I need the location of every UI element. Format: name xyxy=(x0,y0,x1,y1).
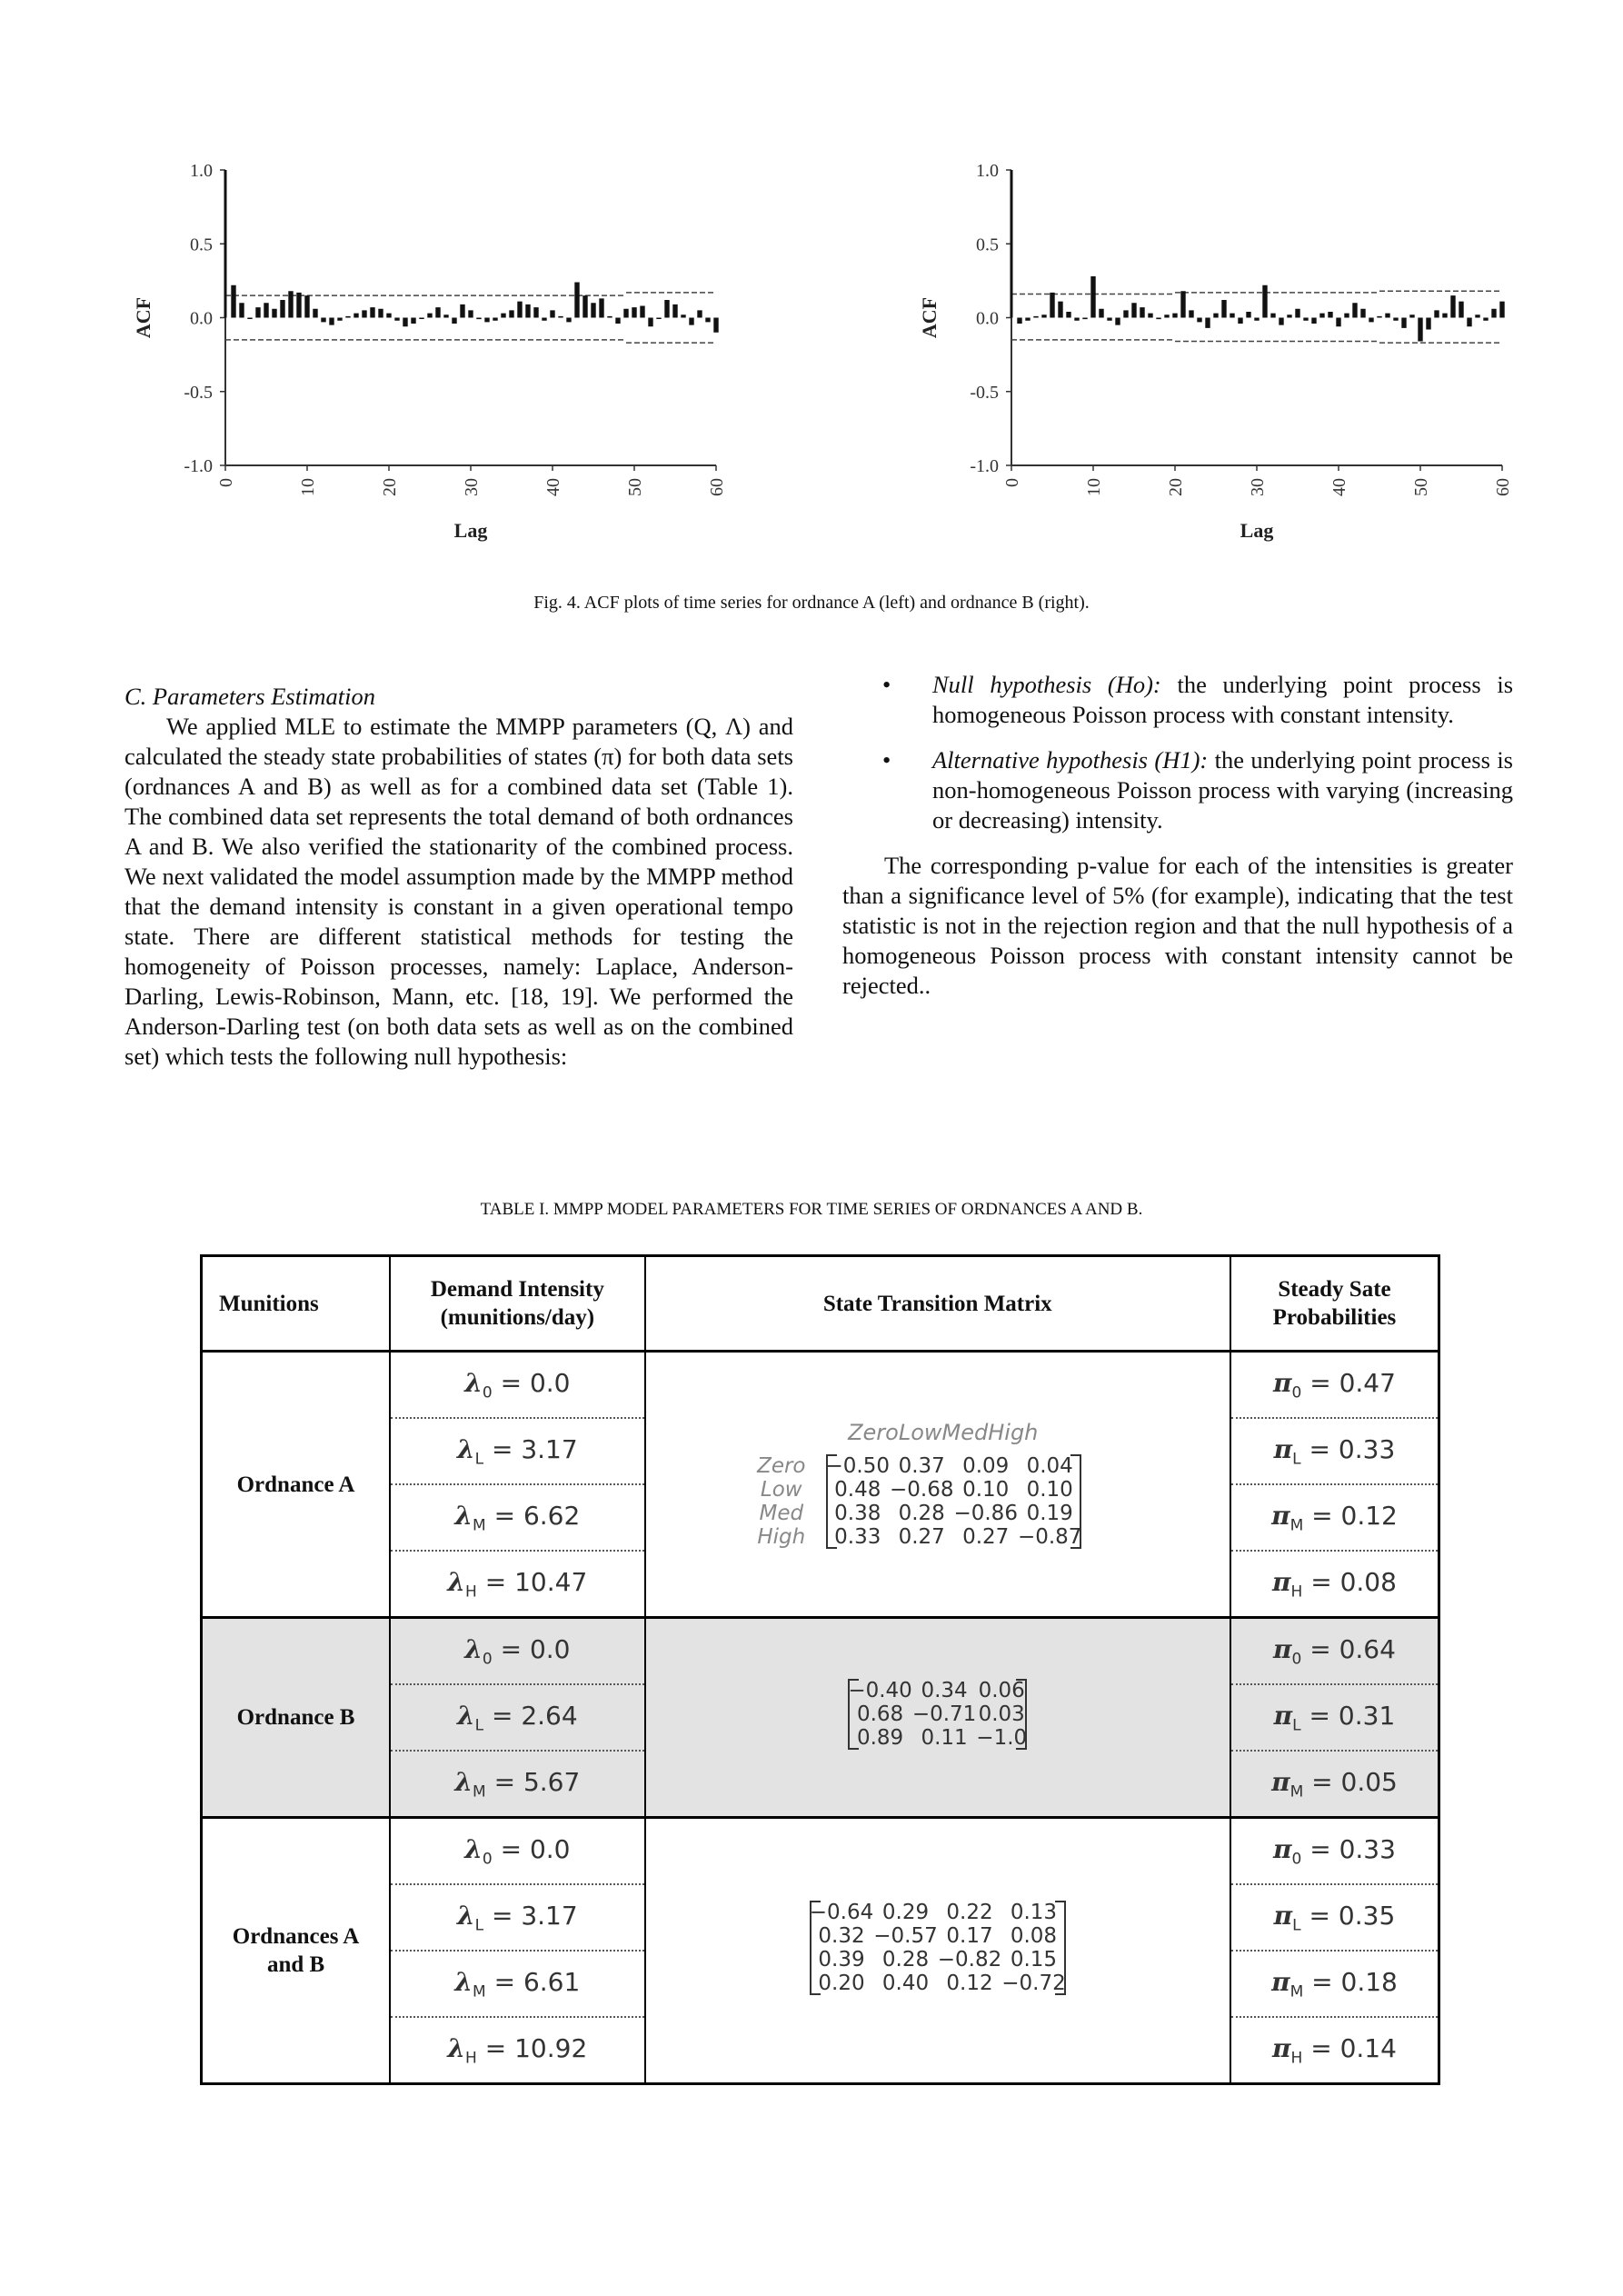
acf-bar xyxy=(1156,318,1160,320)
acf-bar xyxy=(1033,316,1038,318)
acf-bar xyxy=(1230,314,1234,318)
pi-cell: $\pi_M = 0.05$ xyxy=(1230,1751,1439,1818)
acf-bar xyxy=(599,298,603,317)
acf-bar xyxy=(542,318,546,321)
pi-cell: $\pi_0 = 0.33$ xyxy=(1230,1818,1439,1885)
acf-bar xyxy=(550,310,554,317)
acf-bar xyxy=(255,307,260,317)
x-tick-label: 50 xyxy=(1411,478,1431,496)
transition-matrix-b xyxy=(645,1618,1230,1818)
acf-bar xyxy=(1426,318,1430,330)
acf-bar xyxy=(697,310,702,317)
lambda-cell: $\lambda_M = 6.62$ xyxy=(390,1484,644,1551)
figure-caption: Fig. 4. ACF plots of time series for ordnance A (left) and ordnance B (right). xyxy=(533,593,1090,613)
y-tick-label: -1.0 xyxy=(970,456,999,476)
hypothesis-lead: Null hypothesis (Ho): xyxy=(932,671,1161,698)
acf-bar xyxy=(632,307,636,317)
group-name: Ordnance A xyxy=(202,1352,391,1618)
acf-bar xyxy=(672,304,677,318)
x-axis-label: Lag xyxy=(1240,519,1274,542)
acf-bar xyxy=(476,318,481,320)
hypothesis-text: the underlying point process is non-homogeneous Poisson process with varying (increasing or decreasing) intensity. xyxy=(932,746,1513,834)
acf-bar xyxy=(370,307,374,317)
y-axis-label: ACF xyxy=(918,296,941,339)
acf-bar xyxy=(1295,309,1299,318)
acf-bar xyxy=(1025,318,1030,321)
acf-bar xyxy=(1090,276,1095,318)
pi-cell: $\pi_H = 0.14$ xyxy=(1230,2017,1439,2084)
y-tick-label: 0.5 xyxy=(976,235,999,255)
acf-bar xyxy=(1328,312,1332,318)
acf-chart-ordnance-b xyxy=(913,150,1531,550)
acf-bar xyxy=(288,291,293,317)
matrix-header: Zero Low Med High xyxy=(848,1420,1039,1445)
acf-bar xyxy=(566,318,571,323)
acf-bar xyxy=(452,318,456,324)
matrix-row-labels: Zero Low Med High xyxy=(757,1454,806,1549)
x-tick-label: 60 xyxy=(1493,478,1513,496)
pi-cell: $\pi_L = 0.33$ xyxy=(1230,1418,1439,1484)
acf-bar xyxy=(656,318,661,320)
hypothesis-text: the underlying point process is homogeneous Poisson process with constant intensity. xyxy=(932,671,1514,728)
lambda-cell: $\lambda_L = 3.17$ xyxy=(390,1418,644,1484)
x-tick-label: 30 xyxy=(462,478,482,496)
acf-bar xyxy=(648,318,652,327)
acf-bar xyxy=(1123,310,1128,317)
pi-cell: $\pi_L = 0.31$ xyxy=(1230,1684,1439,1751)
list-item xyxy=(842,745,1513,835)
acf-bar xyxy=(1164,314,1169,317)
transition-matrix-ab xyxy=(645,1818,1230,2084)
x-tick-label: 50 xyxy=(625,478,645,496)
acf-bar xyxy=(403,318,407,327)
acf-bar xyxy=(1221,300,1226,318)
acf-bar xyxy=(329,318,334,325)
lambda-cell: $\lambda_0 = 0.0$ xyxy=(390,1818,644,1885)
acf-chart-ordnance-a xyxy=(127,150,745,550)
acf-bar xyxy=(1336,318,1340,327)
acf-bar xyxy=(427,314,432,318)
acf-bar xyxy=(1066,312,1070,318)
table-caption: TABLE I. MMPP MODEL PARAMETERS FOR TIME SERIES OF ORDNANCES A AND B. xyxy=(480,1200,1143,1219)
acf-bar xyxy=(468,310,473,317)
lambda-cell: $\lambda_H = 10.92$ xyxy=(390,2017,644,2084)
x-tick-label: 30 xyxy=(1248,478,1268,496)
left-column xyxy=(124,682,793,1072)
acf-bar xyxy=(681,314,685,317)
acf-bar xyxy=(1017,318,1021,324)
acf-bar xyxy=(493,318,497,321)
lambda-cell: $\lambda_H = 10.47$ xyxy=(390,1551,644,1618)
acf-bar xyxy=(705,318,710,323)
matrix-values: −0.40 0.34 0.06 0.68 −0.71 0.03 0.89 0.11 −1.0 xyxy=(848,1679,1028,1750)
acf-bar xyxy=(1360,309,1365,318)
pi-cell: $\pi_0 = 0.47$ xyxy=(1230,1352,1439,1419)
acf-bar xyxy=(1393,318,1398,321)
lambda-cell: $\lambda_L = 2.64$ xyxy=(390,1684,644,1751)
acf-bar xyxy=(1369,318,1373,323)
acf-bar xyxy=(1401,318,1406,328)
acf-bar xyxy=(1050,293,1054,318)
acf-bar xyxy=(362,310,366,317)
list-item xyxy=(842,670,1513,730)
right-column xyxy=(842,670,1513,1001)
acf-bar xyxy=(615,318,620,324)
acf-bar xyxy=(1279,318,1283,325)
acf-bar xyxy=(509,310,513,317)
x-tick-label: 40 xyxy=(1329,478,1349,496)
x-tick-label: 60 xyxy=(707,478,727,496)
body-paragraph: We applied MLE to estimate the MMPP parameters (Q, Λ) and calculated the steady state probabilities of states (π) for both data sets (ordnances A and B) as well as for a combined data set (Table 1). The combined data set represents the total demand of both ordnances A and B. We also verified the stationarity of the combined process. We next validated the model assumption made by the MMPP method that the demand intensity is constant in a given operational tempo state. There are different statistical methods for testing the homogeneity of Poisson processes, namely: Laplace, Anderson-Darling, Lewis-Robinson, Mann, etc. [18, 19]. We performed the Anderson-Darling test (on both data sets as well as on the combined set) which tests the following null hypothesis: xyxy=(124,713,793,1070)
acf-bar xyxy=(304,295,309,317)
acf-bar xyxy=(1213,314,1218,318)
pi-cell: $\pi_M = 0.12$ xyxy=(1230,1484,1439,1551)
pi-cell: $\pi_L = 0.35$ xyxy=(1230,1884,1439,1951)
acf-bar xyxy=(1409,314,1414,317)
lambda-cell: $\lambda_M = 6.61$ xyxy=(390,1951,644,2017)
matrix-values: −0.64 0.29 0.22 0.13 0.32 −0.57 0.17 0.08 0.39 0.28 −0.82 0.15 0.20 0.40 0.12 −0.72 xyxy=(809,1900,1066,1995)
acf-bar xyxy=(1180,291,1185,317)
bullet-icon: • xyxy=(882,671,891,698)
acf-bar xyxy=(419,318,423,320)
header-munitions: Munitions xyxy=(202,1256,391,1352)
acf-bar xyxy=(1172,314,1177,318)
section-heading: C. Parameters Estimation xyxy=(124,683,376,710)
acf-bar xyxy=(1238,318,1242,324)
acf-bar xyxy=(353,314,358,318)
hypothesis-lead: Alternative hypothesis (H1): xyxy=(932,746,1209,774)
y-axis-label: ACF xyxy=(132,296,154,339)
y-tick-label: 0.0 xyxy=(976,308,999,329)
acf-bar xyxy=(321,318,325,323)
acf-bar xyxy=(411,318,415,324)
acf-bar xyxy=(435,307,440,317)
acf-bar xyxy=(1311,318,1316,324)
y-tick-label: -0.5 xyxy=(184,382,213,403)
acf-bar xyxy=(664,300,669,318)
acf-bar xyxy=(1246,312,1250,318)
acf-bar xyxy=(1483,318,1488,321)
acf-bar xyxy=(394,318,399,321)
y-tick-label: 1.0 xyxy=(190,161,213,181)
acf-bar xyxy=(1319,314,1324,318)
acf-bar xyxy=(1385,314,1389,318)
acf-bar xyxy=(533,307,538,317)
acf-bar xyxy=(1205,318,1210,328)
acf-bar xyxy=(1107,318,1111,321)
acf-bar xyxy=(623,309,628,318)
acf-bar xyxy=(1467,318,1471,327)
header-steady: Steady Sate Probabilities xyxy=(1230,1256,1439,1352)
y-tick-label: 0.5 xyxy=(190,235,213,255)
acf-bar xyxy=(1140,307,1144,317)
y-tick-label: -0.5 xyxy=(970,382,999,403)
acf-bar xyxy=(1344,314,1349,318)
x-tick-label: 20 xyxy=(380,478,400,496)
x-tick-label: 10 xyxy=(1084,478,1104,496)
lambda-cell: $\lambda_L = 3.17$ xyxy=(390,1884,644,1951)
table-header-row xyxy=(202,1256,1439,1352)
acf-bar xyxy=(1189,310,1193,317)
acf-bar xyxy=(1082,318,1087,320)
acf-bar xyxy=(640,306,644,318)
acf-bar xyxy=(386,314,391,318)
header-matrix: State Transition Matrix xyxy=(645,1256,1230,1352)
acf-bar xyxy=(1058,302,1062,318)
x-tick-label: 0 xyxy=(216,478,236,487)
y-tick-label: 0.0 xyxy=(190,308,213,329)
acf-bar xyxy=(1131,303,1136,317)
acf-bar xyxy=(1459,302,1463,318)
acf-bar xyxy=(1499,302,1504,318)
group-name: Ordnance B xyxy=(202,1618,391,1818)
acf-bar xyxy=(1011,170,1013,318)
acf-bar xyxy=(1352,303,1357,317)
body-paragraph: The corresponding p-value for each of the intensities is greater than a significance level of 5% (for example), indicating that the test statistic is not in the rejection region and that the null hypothesis of a homogeneous Poisson process with constant intensity cannot be rejected.. xyxy=(842,852,1513,999)
acf-bar xyxy=(607,316,612,318)
acf-bar xyxy=(264,303,268,317)
acf-bar xyxy=(1148,314,1152,318)
acf-bar xyxy=(345,316,350,318)
acf-bar xyxy=(1197,318,1201,323)
acf-bar xyxy=(558,316,563,318)
lambda-cell: $\lambda_0 = 0.0$ xyxy=(390,1618,644,1685)
acf-bar xyxy=(460,304,464,318)
acf-bar xyxy=(689,318,693,325)
x-tick-label: 20 xyxy=(1166,478,1186,496)
acf-bar xyxy=(501,314,505,318)
bullet-icon: • xyxy=(882,746,891,774)
x-tick-label: 10 xyxy=(298,478,318,496)
transition-matrix-a xyxy=(645,1352,1230,1618)
acf-bar xyxy=(1434,310,1439,317)
acf-bar xyxy=(231,285,235,318)
acf-bar xyxy=(378,309,383,318)
acf-bar xyxy=(517,302,522,318)
y-tick-label: 1.0 xyxy=(976,161,999,181)
acf-bar xyxy=(313,309,317,318)
pi-cell: $\pi_0 = 0.64$ xyxy=(1230,1618,1439,1685)
acf-bar xyxy=(272,309,276,318)
acf-bar xyxy=(1270,314,1275,318)
x-tick-label: 40 xyxy=(543,478,563,496)
lambda-cell: $\lambda_0 = 0.0$ xyxy=(390,1352,644,1419)
acf-bar xyxy=(239,303,244,317)
acf-bar xyxy=(1475,314,1479,317)
acf-bar xyxy=(1303,318,1308,321)
acf-bar xyxy=(713,318,718,333)
x-tick-label: 0 xyxy=(1002,478,1022,487)
lambda-cell: $\lambda_M = 5.67$ xyxy=(390,1751,644,1818)
acf-bar xyxy=(1450,295,1455,317)
hypothesis-list xyxy=(842,670,1513,835)
matrix-values: −0.50 0.37 0.09 0.04 0.48 −0.68 0.10 0.10 0.38 0.28 −0.86 0.19 0.33 0.27 0.27 −0.87 xyxy=(825,1454,1082,1549)
pi-cell: $\pi_H = 0.08$ xyxy=(1230,1551,1439,1618)
acf-bar xyxy=(296,293,301,318)
acf-bar xyxy=(1099,309,1103,318)
header-intensity: Demand Intensity (munitions/day) xyxy=(390,1256,644,1352)
acf-bar xyxy=(337,318,342,321)
acf-bar xyxy=(1377,316,1381,318)
acf-bar xyxy=(525,304,530,318)
x-axis-label: Lag xyxy=(453,519,488,542)
acf-bar xyxy=(1287,314,1291,317)
acf-bar xyxy=(1254,318,1259,321)
acf-bar xyxy=(247,318,252,320)
acf-bar xyxy=(280,300,284,318)
acf-bar xyxy=(574,283,579,318)
acf-bar xyxy=(1115,318,1120,325)
y-tick-label: -1.0 xyxy=(184,456,213,476)
pi-cell: $\pi_M = 0.18$ xyxy=(1230,1951,1439,2017)
acf-bar xyxy=(1262,285,1267,318)
acf-bar xyxy=(1442,314,1447,318)
acf-bar xyxy=(1418,318,1422,342)
acf-bar xyxy=(1491,309,1496,318)
acf-bar xyxy=(582,295,587,317)
acf-bar xyxy=(224,170,227,318)
acf-bar xyxy=(1041,314,1046,317)
acf-bar xyxy=(484,318,489,323)
acf-bar xyxy=(1074,318,1079,321)
acf-bar xyxy=(443,314,448,317)
acf-bar xyxy=(591,303,595,317)
parameters-table xyxy=(200,1254,1440,2085)
group-name: Ordnances A and B xyxy=(202,1818,391,2084)
